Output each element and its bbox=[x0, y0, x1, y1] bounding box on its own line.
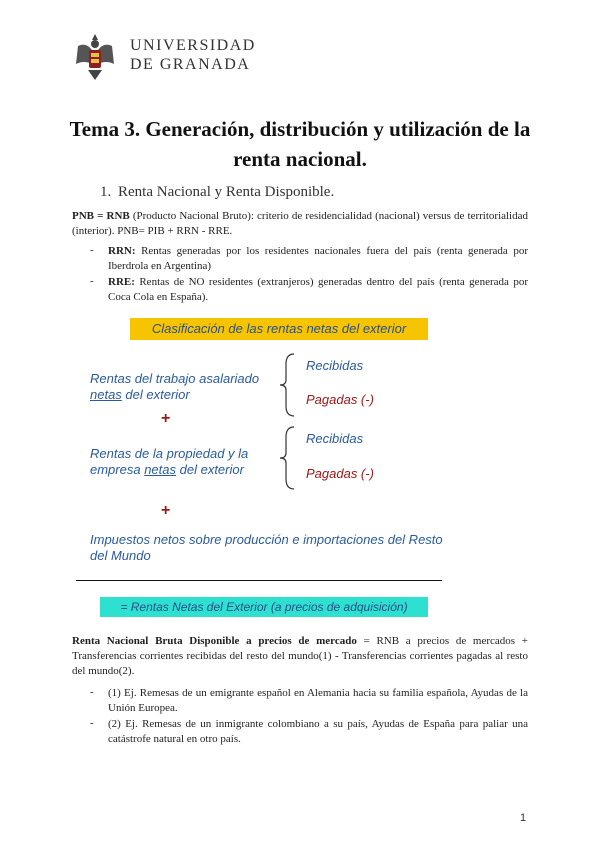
university-name-line1: UNIVERSIDAD bbox=[130, 37, 256, 54]
rre-term: RRE: bbox=[108, 276, 135, 288]
diagram-item-property-income bbox=[90, 446, 248, 478]
bullet-dash: - bbox=[90, 717, 94, 729]
rrn-text: Rentas generadas por los residentes nacionales fuera del país (renta generada por Iberdrola en Argentina) bbox=[108, 245, 528, 272]
diagram-received-label: Recibidas bbox=[306, 431, 364, 446]
section-heading: Renta Nacional y Renta Disponible. bbox=[118, 184, 335, 200]
rnbd-paragraph bbox=[72, 634, 528, 679]
diagram-item-labour-income bbox=[90, 371, 259, 403]
rrn-term: RRN: bbox=[108, 245, 136, 257]
pnb-text: (Producto Nacional Bruto): criterio de residencialidad (nacional) versus de territorialidad (interior). PNB= PIB + RRN - RRE. bbox=[72, 210, 528, 237]
page-title: Tema 3. Generación, distribución y utilización de la renta nacional. bbox=[69, 117, 531, 171]
rrn-bullet bbox=[108, 244, 528, 274]
diagram-title: Clasificación de las rentas netas del exterior bbox=[130, 318, 428, 340]
section-number: 1. bbox=[100, 184, 112, 200]
example-1-bullet: (1) Ej. Remesas de un emigrante español en Alemania hacia su familia española, Ayudas de la Unión Europea. bbox=[108, 687, 528, 714]
diagram-received-label: Recibidas bbox=[306, 358, 364, 373]
diagram-item-text: Rentas de la propiedad y la bbox=[90, 446, 249, 461]
diagram-plus-sign: + bbox=[161, 502, 171, 519]
diagram-item-text: Rentas del trabajo asalariado bbox=[90, 371, 260, 386]
brace-icon bbox=[278, 425, 296, 491]
diagram-item-text: empresa bbox=[90, 462, 145, 477]
bullet-dash: - bbox=[90, 275, 94, 287]
university-name-line2: DE GRANADA bbox=[130, 56, 251, 73]
diagram-paid-label: Pagadas (-) bbox=[306, 466, 374, 481]
diagram-item-text: del exterior bbox=[176, 462, 244, 477]
diagram-paid-label: Pagadas (-) bbox=[306, 392, 374, 407]
diagram-plus-sign: + bbox=[161, 410, 171, 427]
diagram-item-underlined: netas bbox=[90, 387, 122, 402]
rre-bullet bbox=[108, 275, 528, 305]
bullet-dash: - bbox=[90, 244, 94, 256]
bullet-dash: - bbox=[90, 686, 94, 698]
rnbd-text: = RNB a precios de mercados + Transferencias corrientes recibidas del resto del mundo(1) - Transferencias corrientes pagadas al resto del mundo(2). bbox=[72, 635, 528, 677]
pnb-term: PNB = RNB bbox=[72, 210, 130, 222]
university-crest-icon bbox=[72, 30, 118, 82]
diagram-item-net-taxes: Impuestos netos sobre producción e importaciones del Resto del Mundo bbox=[90, 532, 443, 563]
rre-text: Rentas de NO residentes (extranjeros) generadas dentro del país (renta generada por Coca Cola en España). bbox=[108, 276, 528, 303]
diagram-item-underlined: netas bbox=[144, 462, 177, 477]
page-number: 1 bbox=[520, 812, 527, 824]
pnb-paragraph bbox=[72, 209, 528, 239]
rnbd-term: Renta Nacional Bruta Disponible a precios de mercado bbox=[72, 635, 357, 647]
brace-icon bbox=[278, 352, 296, 418]
example-2-bullet: (2) Ej. Remesas de un inmigrante colombiano a su país, Ayudas de España para paliar una catástrofe natural en otro país. bbox=[108, 718, 528, 745]
diagram-result: = Rentas Netas del Exterior (a precios de adquisición) bbox=[100, 597, 428, 617]
diagram-item-text: del exterior bbox=[121, 387, 190, 402]
diagram-sum-line bbox=[76, 580, 442, 581]
